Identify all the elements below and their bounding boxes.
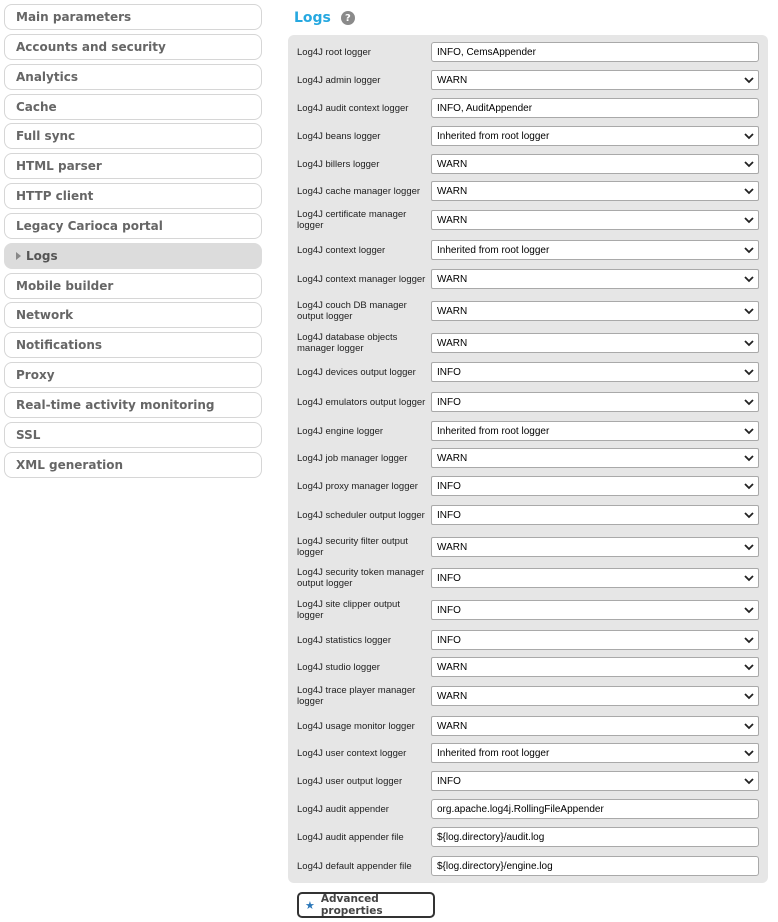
field-value: WARN <box>437 305 468 317</box>
log4j-audit-context-logger-input[interactable] <box>431 98 759 118</box>
setting-row-log4j-database-objects-manager-logger <box>288 329 768 357</box>
log4j-statistics-logger-select[interactable] <box>431 630 759 650</box>
log4j-context-logger-select[interactable] <box>431 240 759 260</box>
sidebar-item-main-parameters[interactable] <box>4 4 262 30</box>
setting-label: Log4J statistics logger <box>297 634 391 646</box>
chevron-down-icon <box>740 637 758 644</box>
sidebar-item-cache[interactable] <box>4 94 262 120</box>
chevron-down-icon <box>740 723 758 730</box>
log4j-database-objects-manager-logger-select[interactable] <box>431 333 759 353</box>
log4j-couch-db-manager-output-logger-select[interactable] <box>431 301 759 321</box>
caret-right-icon <box>16 252 21 260</box>
chevron-down-icon <box>740 778 758 785</box>
setting-row-log4j-trace-player-manager-logger <box>288 682 768 710</box>
setting-row-log4j-cache-manager-logger <box>288 177 768 205</box>
sidebar-item-logs[interactable] <box>4 243 262 269</box>
log4j-user-output-logger-select[interactable] <box>431 771 759 791</box>
setting-label: Log4J studio logger <box>297 661 380 673</box>
sidebar-item-label: Real-time activity monitoring <box>16 397 215 412</box>
setting-label: Log4J couch DB manager output logger <box>297 300 407 322</box>
field-value: WARN <box>437 273 468 285</box>
sidebar-item-label: XML generation <box>16 457 124 472</box>
setting-row-log4j-statistics-logger <box>288 626 768 654</box>
log4j-emulators-output-logger-select[interactable] <box>431 392 759 412</box>
log4j-scheduler-output-logger-select[interactable] <box>431 505 759 525</box>
field-value: WARN <box>437 337 468 349</box>
sidebar-item-accounts-and-security[interactable] <box>4 34 262 60</box>
field-value: INFO <box>437 775 461 787</box>
setting-row-log4j-devices-output-logger <box>288 358 768 386</box>
setting-row-log4j-security-filter-output-logger <box>288 533 768 561</box>
sidebar-item-label: Proxy <box>16 368 55 383</box>
field-value: Inherited from root logger <box>437 747 550 759</box>
chevron-down-icon <box>740 693 758 700</box>
log4j-default-appender-file-input[interactable] <box>431 856 759 876</box>
sidebar-item-label: Full sync <box>16 129 76 144</box>
log4j-devices-output-logger-select[interactable] <box>431 362 759 382</box>
setting-label: Log4J default appender file <box>297 860 412 872</box>
log4j-proxy-manager-logger-select[interactable] <box>431 476 759 496</box>
chevron-down-icon <box>740 276 758 283</box>
field-value: WARN <box>437 690 468 702</box>
field-value: WARN <box>437 158 468 170</box>
setting-label: Log4J devices output logger <box>297 366 416 378</box>
sidebar-item-label: SSL <box>16 427 41 442</box>
setting-row-log4j-couch-db-manager-output-logger <box>288 297 768 325</box>
setting-label: Log4J emulators output logger <box>297 396 426 408</box>
log4j-cache-manager-logger-select[interactable] <box>431 181 759 201</box>
chevron-down-icon <box>740 575 758 582</box>
field-value: INFO <box>437 572 461 584</box>
log4j-user-context-logger-select[interactable] <box>431 743 759 763</box>
field-value: WARN <box>437 541 468 553</box>
setting-row-log4j-emulators-output-logger <box>288 388 768 416</box>
setting-label: Log4J billers logger <box>297 158 380 170</box>
setting-label: Log4J usage monitor logger <box>297 720 415 732</box>
chevron-down-icon <box>740 308 758 315</box>
setting-label: Log4J beans logger <box>297 130 381 142</box>
sidebar-item-http-client[interactable] <box>4 183 262 209</box>
field-value: Inherited from root logger <box>437 244 550 256</box>
setting-label: Log4J scheduler output logger <box>297 509 425 521</box>
field-value: INFO <box>437 604 461 616</box>
sidebar-item-html-parser[interactable] <box>4 153 262 179</box>
setting-label: Log4J proxy manager logger <box>297 480 418 492</box>
setting-label: Log4J database objects manager logger <box>297 332 398 354</box>
setting-row-log4j-audit-appender <box>288 795 768 823</box>
sidebar-item-legacy-carioca-portal[interactable] <box>4 213 262 239</box>
sidebar-item-full-sync[interactable] <box>4 123 262 149</box>
setting-label: Log4J audit appender file <box>297 831 404 843</box>
setting-label: Log4J job manager logger <box>297 452 408 464</box>
setting-label: Log4J cache manager logger <box>297 185 421 197</box>
setting-label: Log4J audit appender <box>297 803 389 815</box>
page-header <box>294 8 355 28</box>
chevron-down-icon <box>740 77 758 84</box>
sidebar-item-label: Logs <box>26 248 58 263</box>
log4j-trace-player-manager-logger-select[interactable] <box>431 686 759 706</box>
advanced-properties-label: Advanced properties <box>320 893 383 917</box>
field-value: INFO <box>437 480 461 492</box>
field-value: Inherited from root logger <box>437 425 550 437</box>
log4j-security-filter-output-logger-select[interactable] <box>431 537 759 557</box>
chevron-down-icon <box>740 161 758 168</box>
field-value: ${log.directory}/audit.log <box>437 831 545 843</box>
sidebar-item-label: Network <box>16 308 74 323</box>
setting-row-log4j-scheduler-output-logger <box>288 501 768 529</box>
setting-label: Log4J context manager logger <box>297 273 426 285</box>
chevron-down-icon <box>740 483 758 490</box>
log4j-engine-logger-select[interactable] <box>431 421 759 441</box>
field-value: INFO <box>437 509 461 521</box>
field-value: INFO, CemsAppender <box>437 46 536 58</box>
sidebar-item-xml-generation[interactable] <box>4 452 262 478</box>
sidebar-item-label: Mobile builder <box>16 278 114 293</box>
help-icon[interactable]: ? <box>341 11 355 25</box>
setting-row-log4j-beans-logger <box>288 122 768 150</box>
setting-row-log4j-certificate-manager-logger <box>288 206 768 234</box>
sidebar-item-label: Main parameters <box>16 10 132 24</box>
log4j-security-token-manager-output-logger-select[interactable] <box>431 568 759 588</box>
field-value: INFO <box>437 396 461 408</box>
field-value: WARN <box>437 720 468 732</box>
field-value: WARN <box>437 214 468 226</box>
setting-row-log4j-context-logger <box>288 236 768 264</box>
setting-row-log4j-context-manager-logger <box>288 265 768 293</box>
sidebar <box>4 4 262 482</box>
chevron-down-icon <box>740 544 758 551</box>
chevron-down-icon <box>740 399 758 406</box>
log4j-root-logger-input[interactable] <box>431 42 759 62</box>
sidebar-item-real-time-activity-monitoring[interactable] <box>4 392 262 418</box>
chevron-down-icon <box>740 217 758 224</box>
sidebar-item-analytics[interactable] <box>4 64 262 90</box>
log4j-certificate-manager-logger-select[interactable] <box>431 210 759 230</box>
setting-label: Log4J certificate manager logger <box>297 209 407 231</box>
field-value: ${log.directory}/engine.log <box>437 860 553 872</box>
chevron-down-icon <box>740 664 758 671</box>
chevron-down-icon <box>740 369 758 376</box>
setting-row-log4j-proxy-manager-logger <box>288 472 768 500</box>
setting-row-log4j-user-context-logger <box>288 739 768 767</box>
setting-row-log4j-root-logger <box>288 38 768 66</box>
setting-row-log4j-audit-appender-file <box>288 823 768 851</box>
setting-row-log4j-admin-logger <box>288 66 768 94</box>
sidebar-item-label: Legacy Carioca portal <box>16 218 163 233</box>
setting-label: Log4J engine logger <box>297 425 384 437</box>
chevron-down-icon <box>740 133 758 140</box>
sidebar-item-label: Analytics <box>16 69 78 84</box>
field-value: WARN <box>437 185 468 197</box>
log4j-audit-appender-file-input[interactable] <box>431 827 759 847</box>
log4j-usage-monitor-logger-select[interactable] <box>431 716 759 736</box>
page-title: Logs <box>294 10 331 26</box>
chevron-down-icon <box>740 455 758 462</box>
settings-panel <box>288 35 768 883</box>
chevron-down-icon <box>740 188 758 195</box>
setting-label: Log4J site clipper output logger <box>297 599 400 621</box>
setting-row-log4j-studio-logger <box>288 653 768 681</box>
chevron-down-icon <box>740 428 758 435</box>
setting-label: Log4J root logger <box>297 46 371 58</box>
setting-row-log4j-security-token-manager-output-logger <box>288 564 768 592</box>
setting-row-log4j-usage-monitor-logger <box>288 712 768 740</box>
setting-label: Log4J user output logger <box>297 775 403 787</box>
sidebar-item-label: Cache <box>16 99 57 114</box>
sidebar-item-label: HTTP client <box>16 189 94 204</box>
chevron-down-icon <box>740 750 758 757</box>
log4j-site-clipper-output-logger-select[interactable] <box>431 600 759 620</box>
log4j-billers-logger-select[interactable] <box>431 154 759 174</box>
chevron-down-icon <box>740 340 758 347</box>
setting-row-log4j-billers-logger <box>288 150 768 178</box>
sidebar-item-label: HTML parser <box>16 159 102 174</box>
setting-label: Log4J security filter output logger <box>297 536 408 558</box>
chevron-down-icon <box>740 607 758 614</box>
star-icon: ★ <box>305 898 315 912</box>
setting-label: Log4J context logger <box>297 244 386 256</box>
sidebar-item-mobile-builder[interactable] <box>4 273 262 299</box>
chevron-down-icon <box>740 512 758 519</box>
log4j-job-manager-logger-select[interactable] <box>431 448 759 468</box>
log4j-audit-appender-input[interactable] <box>431 799 759 819</box>
field-value: INFO <box>437 366 461 378</box>
setting-label: Log4J user context logger <box>297 747 407 759</box>
field-value: WARN <box>437 661 468 673</box>
setting-label: Log4J security token manager output logger <box>297 567 425 589</box>
setting-label: Log4J audit context logger <box>297 102 409 114</box>
setting-row-log4j-user-output-logger <box>288 767 768 795</box>
sidebar-item-label: Notifications <box>16 338 103 353</box>
log4j-admin-logger-select[interactable] <box>431 70 759 90</box>
log4j-context-manager-logger-select[interactable] <box>431 269 759 289</box>
setting-row-log4j-site-clipper-output-logger <box>288 596 768 624</box>
setting-row-log4j-default-appender-file <box>288 852 768 880</box>
sidebar-item-notifications[interactable] <box>4 332 262 358</box>
sidebar-item-network[interactable] <box>4 302 262 328</box>
log4j-studio-logger-select[interactable] <box>431 657 759 677</box>
setting-label: Log4J trace player manager logger <box>297 685 416 707</box>
sidebar-item-label: Accounts and security <box>16 39 166 54</box>
setting-label: Log4J admin logger <box>297 74 381 86</box>
advanced-properties-button[interactable] <box>297 892 435 918</box>
setting-row-log4j-audit-context-logger <box>288 94 768 122</box>
field-value: org.apache.log4j.RollingFileAppender <box>437 803 604 815</box>
field-value: WARN <box>437 452 468 464</box>
field-value: INFO <box>437 634 461 646</box>
setting-row-log4j-job-manager-logger <box>288 444 768 472</box>
log4j-beans-logger-select[interactable] <box>431 126 759 146</box>
field-value: WARN <box>437 74 468 86</box>
setting-row-log4j-engine-logger <box>288 417 768 445</box>
field-value: Inherited from root logger <box>437 130 550 142</box>
sidebar-item-proxy[interactable] <box>4 362 262 388</box>
field-value: INFO, AuditAppender <box>437 102 533 114</box>
sidebar-item-ssl[interactable] <box>4 422 262 448</box>
chevron-down-icon <box>740 247 758 254</box>
